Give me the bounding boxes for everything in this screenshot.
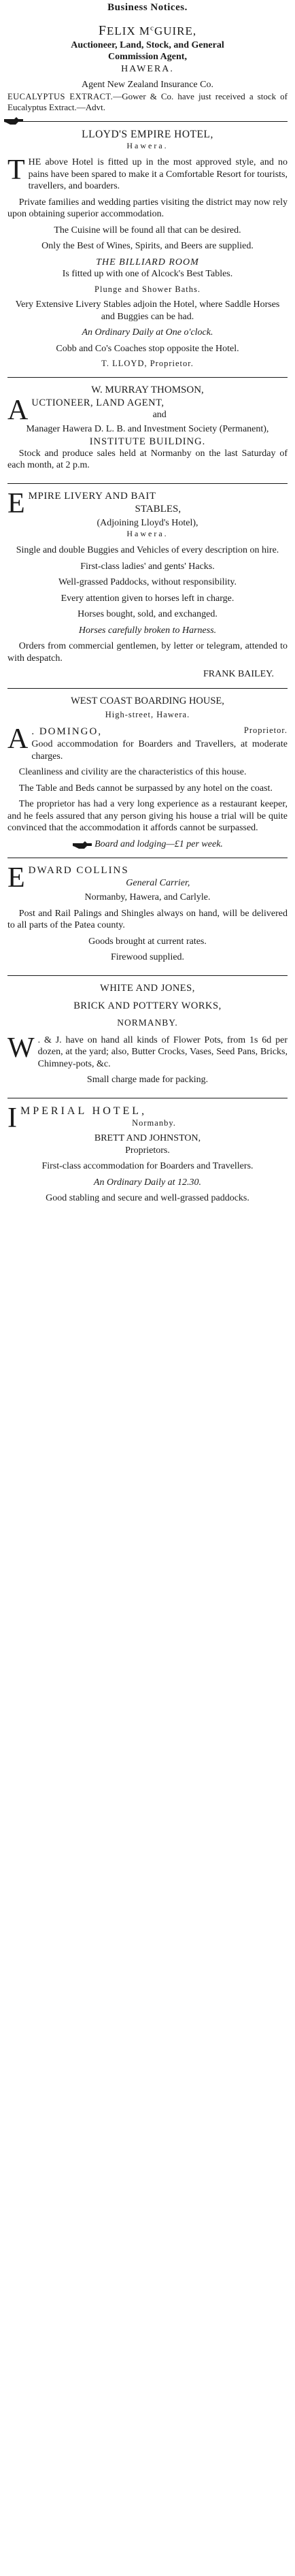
lloyds-place: Hawera. — [126, 141, 169, 150]
lloyds-intro-text: HE above Hotel is fitted up in the most approved style, and no pains have been spared to make it a Comfortable Resort for tourists, travellers, and boarders. — [28, 157, 288, 191]
livery-horses: Horses bought, sold, and exchanged. — [77, 609, 218, 620]
lloyds-billiard-body: Is fitted up with one of Alcock's Best Tables. — [62, 269, 233, 279]
pointing-hand-icon — [72, 840, 92, 849]
collins-role: General Carrier, — [126, 877, 190, 888]
imperial-p1: First-class accommodation for Boarders and Travellers. — [41, 1161, 254, 1172]
livery-adjoining: (Adjoining Lloyd's Hotel), — [97, 517, 198, 528]
divider — [7, 688, 288, 689]
lloyds-wines: Only the Best of Wines, Spirits, and Beers are supplied. — [41, 241, 254, 251]
boarding-name: . DOMINGO, — [31, 726, 103, 738]
lloyds-stables: Very Extensive Livery Stables adjoin the Hotel, where Saddle Horses and Buggies can be had. — [15, 299, 280, 322]
eucalyptus-body: —Gower & Co. have just received a stock of Eucalyptus Extract.—Advt. — [7, 91, 288, 113]
thomson-line3: Manager Hawera D. L. B. and Investment Society (Permanent), — [26, 424, 269, 435]
lloyds-initial: T — [7, 154, 25, 186]
mcguire-name — [7, 22, 288, 39]
wj-initial: W — [7, 1032, 35, 1064]
thomson-initial: A — [7, 394, 29, 426]
collins-places: Normanby, Hawera, and Carlyle. — [84, 892, 211, 903]
lloyds-title: LLOYD'S EMPIRE HOTEL, — [82, 128, 213, 140]
advert-collins — [7, 860, 288, 973]
lloyds-cuisine: The Cuisine will be found all that can be desired. — [54, 225, 241, 235]
livery-place: Hawera. — [126, 529, 169, 539]
lloyds-families: Private families and wedding parties visiting the district may now rely upon obtaining superior accommodation. — [7, 197, 288, 219]
boarding-initial: A — [7, 723, 29, 755]
livery-title — [7, 487, 288, 519]
thomson-sales: Stock and produce sales held at Normanby on the last Saturday of each month, at 2 p.m. — [7, 448, 288, 471]
pointing-hand-icon — [3, 116, 24, 125]
advert-boarding — [7, 691, 288, 856]
lloyds-coaches: Cobb and Co's Coaches stop opposite the Hotel. — [56, 343, 239, 354]
advert-white-jones — [7, 978, 288, 1096]
mcguire-name-end: GUIRE, — [154, 24, 197, 37]
divider — [7, 377, 288, 378]
mcguire-line1: Auctioneer, Land, Stock, and General — [71, 39, 224, 50]
rule-hand-row — [7, 121, 288, 122]
mcguire-line2: Commission Agent, — [108, 52, 187, 63]
imperial-title: MPERIAL HOTEL, — [20, 1105, 148, 1117]
thomson-line2: and — [152, 409, 167, 420]
lloyds-ordinary: An Ordinary Daily at One o'clock. — [82, 327, 213, 338]
wj-line2: BRICK AND POTTERY WORKS, — [73, 1000, 222, 1011]
boarding-board: Board and lodging—£1 per week. — [94, 838, 223, 849]
advert-imperial — [7, 1100, 288, 1214]
collins-head — [7, 862, 288, 894]
imperial-place: Normanby. — [132, 1118, 176, 1128]
imperial-owners: BRETT AND JOHNSTON, — [94, 1133, 201, 1144]
lloyds-intro — [7, 154, 288, 193]
lloyds-baths: Plunge and Shower Baths. — [94, 284, 201, 294]
livery-paddocks: Well-grassed Paddocks, without responsibility. — [58, 577, 237, 588]
livery-vehicles: Single and double Buggies and Vehicles of every description on hire. — [16, 545, 279, 556]
livery-title2: STABLES, — [135, 503, 181, 515]
divider — [7, 121, 288, 122]
boarding-title: WEST COAST BOARDING HOUSE, — [71, 695, 224, 706]
mcguire-notice — [7, 91, 288, 114]
livery-harness: Horses carefully broken to Harness. — [78, 625, 217, 636]
livery-hacks: First-class ladies' and gents' Hacks. — [80, 561, 215, 572]
imperial-role: Proprietors. — [125, 1145, 170, 1156]
boarding-rate — [7, 838, 288, 851]
advert-livery — [7, 486, 288, 686]
newspaper-column — [7, 0, 288, 1214]
livery-initial: E — [7, 487, 25, 519]
thomson-institute: INSTITUTE BUILDING. — [89, 436, 206, 447]
divider — [7, 975, 288, 976]
boarding-address: High-street, Hawera. — [105, 709, 190, 719]
mcguire-agent: Agent New Zealand Insurance Co. — [82, 80, 213, 91]
boarding-p2: Cleanliness and civility are the characteristics of this house. — [18, 767, 247, 778]
mcguire-name-rest: ELIX M — [106, 24, 151, 37]
collins-p1: Post and Rail Palings and Shingles always on hand, will be delivered to all parts of the Patea county. — [7, 908, 288, 931]
advert-lloyds — [7, 124, 288, 375]
thomson-body — [7, 394, 288, 436]
wj-packing: Small charge made for packing. — [86, 1075, 209, 1086]
collins-initial: E — [7, 862, 25, 894]
collins-p2: Goods brought at current rates. — [88, 936, 207, 947]
column-header: Business Notices. — [107, 2, 188, 13]
imperial-head — [7, 1102, 288, 1134]
boarding-p3: The Table and Beds cannot be surpassed by any hotel on the coast. — [18, 783, 273, 794]
advert-mcguire — [7, 18, 288, 119]
livery-orders: Orders from commercial gentlemen, by letter or telegram, attended to with despatch. — [7, 641, 288, 664]
livery-attention: Every attention given to horses left in charge. — [60, 593, 235, 604]
lloyds-signature: T. LLOYD, Proprietor. — [101, 359, 194, 369]
imperial-p2: Good stabling and secure and well-grassed paddocks. — [46, 1193, 249, 1204]
boarding-p1: Good accommodation for Boarders and Travellers, at moderate charges. — [31, 739, 288, 762]
thomson-line1: UCTIONEER, LAND AGENT, — [31, 397, 164, 408]
mcguire-initial: F — [98, 22, 107, 38]
imperial-ordinary: An Ordinary Daily at 12.30. — [93, 1177, 202, 1188]
lloyds-billiard-title: THE BILLIARD ROOM — [96, 257, 199, 267]
advert-thomson — [7, 380, 288, 481]
mcguire-name-c: c — [150, 24, 154, 33]
livery-title-rest: MPIRE LIVERY AND BAIT — [28, 490, 156, 502]
imperial-initial: I — [7, 1102, 17, 1134]
boarding-p4: The proprietor has had a very long experience as a restaurant keeper, and he feels assured that any person giving his house a trial will be quite convinced that the accommodation it affords cannot be surpassed. — [7, 799, 288, 834]
wj-body — [7, 1034, 288, 1071]
collins-name: DWARD COLLINS — [28, 865, 129, 877]
wj-body-text: . & J. have on hand all kinds of Flower Pots, from 1s 6d per dozen, at the yard; also, Butter Crocks, Vases, Seed Pans, Bricks, Chimney-pots, &c. — [37, 1034, 288, 1069]
divider — [7, 483, 288, 484]
thomson-title: W. MURRAY THOMSON, — [91, 384, 204, 395]
wj-title: WHITE AND JONES, — [100, 982, 195, 994]
eucalyptus-caps: EUCALYPTUS EXTRACT. — [7, 91, 114, 101]
mcguire-place: HAWERA. — [121, 63, 174, 74]
wj-place: NORMANBY. — [117, 1017, 178, 1028]
collins-p3: Firewood supplied. — [110, 952, 185, 963]
boarding-role: Proprietor. — [243, 725, 288, 736]
livery-signature: FRANK BAILEY. — [203, 669, 274, 680]
